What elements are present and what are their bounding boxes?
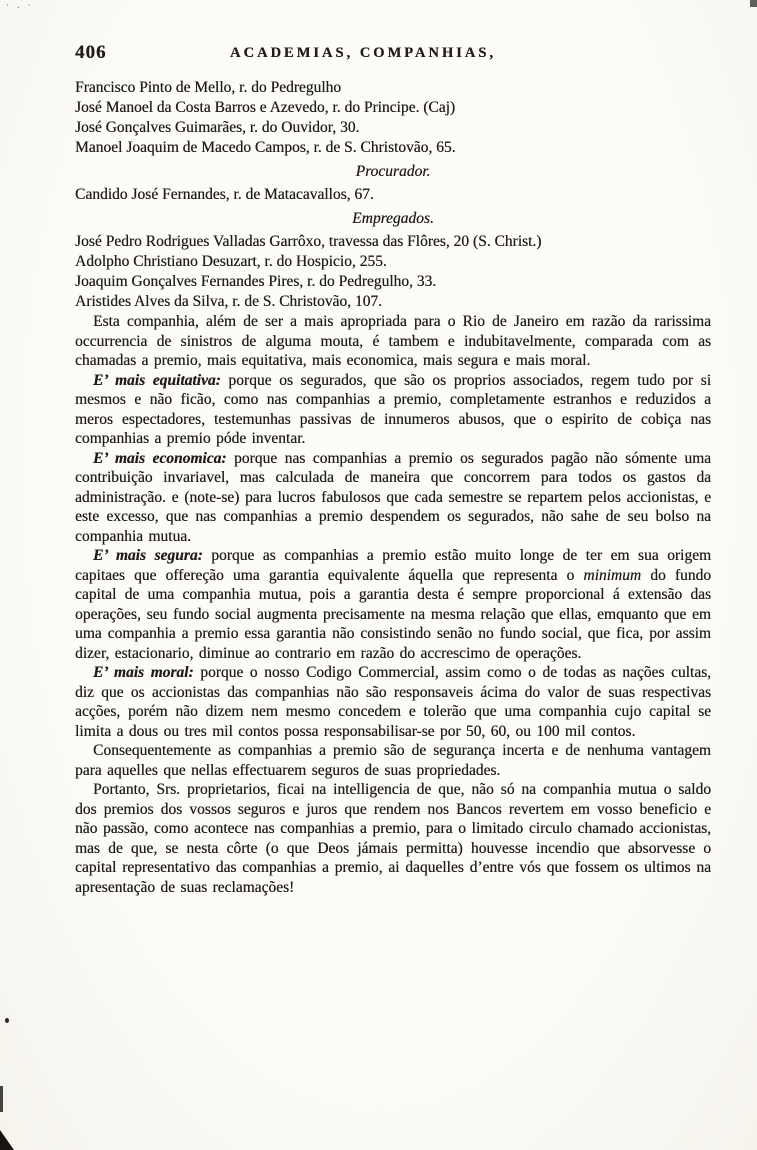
- section-heading-empregados: Empregados.: [352, 210, 434, 227]
- paragraph-economica: [75, 449, 711, 547]
- paragraph-text: Consequentemente as companhias a premio são de segurança incerta e de nenhuma vantagem para aquelles que nellas effectuarem seguros de suas propriedades.: [75, 742, 711, 779]
- page-header: [75, 40, 711, 70]
- italic-term: minimum: [583, 566, 642, 584]
- directory-entry: Francisco Pinto de Mello, r. do Pedregulho: [75, 79, 342, 96]
- paragraph-lead: E’ mais moral:: [93, 664, 194, 681]
- paragraph-text: Portanto, Srs. proprietarios, ficai na intelligencia de que, não só na companhia mutua o saldo dos premios dos vossos seguros e juros que rendem nos Bancos revertem em vosso beneficio e não passão, como acontece nas companhias a premio, para o limitado circulo chamado accionistas, mas de que, se nesta côrte (o que Deos jámais permitta) houvesse incendio que absorvesse o capital representativo das companhias a premio, ai daquelles d’entre vós que fossem os ultimos na apresentação de suas reclamações!: [75, 781, 711, 896]
- paragraph-lead: E’ mais equitativa:: [93, 371, 221, 389]
- page-number: 406: [75, 42, 107, 63]
- directory-entry: Adolpho Christiano Desuzart, r. do Hospicio, 255.: [75, 253, 387, 270]
- paragraph-text: porque as companhias a premio estão muito longe de ter em sua origem capitaes que offereção uma garantia equivalente áquella que representa o: [75, 547, 712, 584]
- paragraph-equitativa: [75, 371, 711, 449]
- directory-entry: Manoel Joaquim de Macedo Campos, r. de S. Christovão, 65.: [75, 139, 456, 156]
- directory-list: [75, 78, 711, 158]
- scan-artifact-bottom-edge: [0, 1086, 3, 1112]
- directory-entry: José Manoel da Costa Barros e Azevedo, r. do Principe. (Caj): [75, 99, 456, 116]
- section-heading-procurador: Procurador.: [355, 163, 431, 180]
- paragraph-text: porque os segurados, que são os proprios associados, regem tudo por si mesmos e não ficão, como nas companhias a premio, completamente estranhos e reduzidos a meros espectadores, testemunhas passivas de innumeros abusos, que o espirito de cobiça nas companhias a premio póde inventar.: [75, 371, 712, 447]
- paragraph-intro: [75, 312, 711, 371]
- directory-entry: José Gonçalves Guimarães, r. do Ouvidor, 30.: [75, 119, 360, 136]
- paragraph-text: do fundo capital de uma companhia mutua, pois a garantia desta é sempre proporcional á extensão das operações, seu fundo social augmenta precisamente na mesma relação que ellas, emquanto que em uma companhia a premio essa garantia não consistindo senão no fundo social, que fica, por assim dizer, estacionario, diminue ao contrario em razão do accrescimo de operações.: [75, 566, 711, 662]
- paragraph-segura: [75, 546, 711, 663]
- paragraph-text: Esta companhia, além de ser a mais apropriada para o Rio de Janeiro em razão da rarissima occurrencia de sinistros de alguma mouta, é tambem e indubitavelmente, comparada com as chamadas a premio, mais equitativa, mais economica, mais segura e mais moral.: [75, 313, 711, 369]
- paragraph-lead: E’ mais segura:: [93, 547, 203, 564]
- paragraph-text: porque nas companhias a premio os segurados pagão não sómente uma contribuição invariavel, mas calculada de maneira que concorrem para todos os gastos da administração. e (note-se) para lucros fabulosos que cada semestre se repartem pelos accionistas, e este excesso, que nas companhias a premio despendem os segurados, não sahe de seu bolso na companhia mutua.: [75, 449, 711, 545]
- running-header-title: ACADEMIAS, COMPANHIAS,: [230, 45, 496, 61]
- paragraph-conclusion: [75, 741, 711, 780]
- scan-artifact-top-right: [750, 0, 757, 7]
- scan-artifact-top-specks: · . ·: [6, 0, 34, 10]
- scan-artifact-corner: [0, 1130, 14, 1150]
- scan-artifact-left-dot: [5, 1018, 9, 1023]
- paragraph-lead: E’ mais economica:: [93, 449, 227, 467]
- directory-entry: Aristides Alves da Silva, r. de S. Christovão, 107.: [75, 293, 382, 310]
- paragraph-moral: [75, 663, 711, 741]
- directory-entry: Joaquim Gonçalves Fernandes Pires, r. do Pedregulho, 33.: [75, 273, 437, 290]
- directory-entry: José Pedro Rodrigues Valladas Garrôxo, travessa das Flôres, 20 (S. Christ.): [75, 233, 542, 250]
- paragraph-final-appeal: [75, 780, 711, 897]
- directory-entry: Candido José Fernandes, r. de Matacavallos, 67.: [75, 186, 374, 203]
- paragraph-text: porque o nosso Codigo Commercial, assim como o de todas as nações cultas, diz que os accionistas das companhias não são responsaveis ácima do valor de suas respectivas acções, porém não dizem nem mesmo concedem e tolerão que uma companhia cujo capital se limita a dous ou tres mil contos possa responsabilisar-se por 50, 60, ou 100 mil contos.: [75, 664, 711, 740]
- employees-list: [75, 232, 711, 312]
